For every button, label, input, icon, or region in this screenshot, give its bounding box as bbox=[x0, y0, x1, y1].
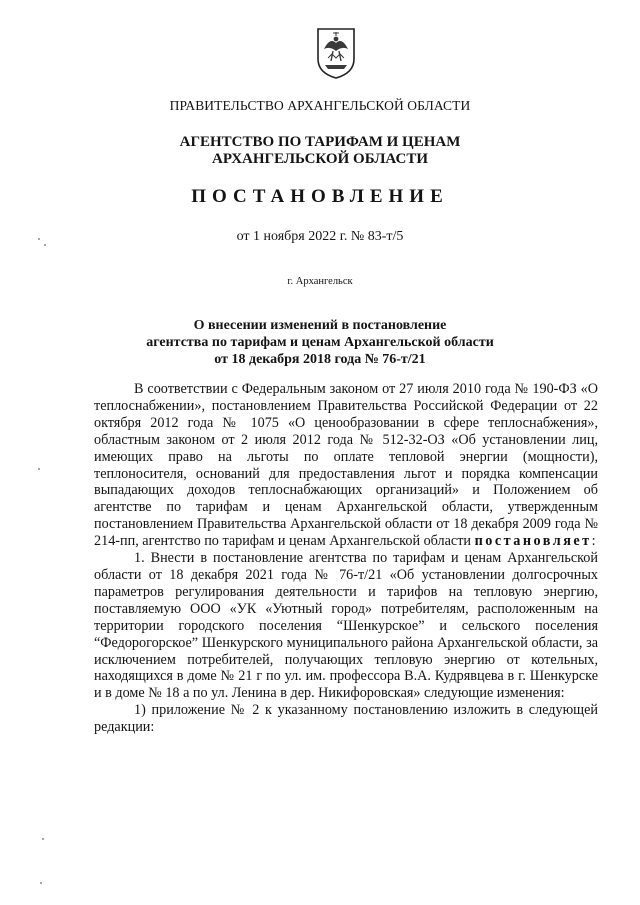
coat-of-arms-icon bbox=[316, 27, 356, 79]
subject-line2: агентства по тарифам и ценам Архангельской области bbox=[146, 335, 494, 350]
preamble-end: : bbox=[591, 533, 596, 550]
paragraph-item-1: 1. Внести в постановление агентства по тарифам и ценам Архангельской области от 18 декабря 2021 года № 76-т/21 «Об установлении долгосрочных параметров регулирования деятельности и тарифов на тепловую энергию, поставляемую ООО «УК «Уютный город» потребителям, расположенным на территории городского поселения “Шенкурское” и сельского поселения “Федорогорское” Шенкурского муниципального района Архангельской области, за исключением потребителей, получающих тепловую энергию от котельных, находящихся в доме № 21 г по ул. им. профессора В.А. Кудрявцева в г. Шенкурске и в доме № 18 а по ул. Ленина в дер. Никифоровская» следующие изменения: bbox=[94, 550, 598, 702]
agency-name-line1: АГЕНТСТВО ПО ТАРИФАМ И ЦЕНАМ bbox=[179, 134, 461, 150]
subject-line3: от 18 декабря 2018 года № 76-т/21 bbox=[214, 352, 426, 367]
document-subject bbox=[0, 317, 640, 368]
scan-speck bbox=[44, 244, 46, 246]
date-and-number: от 1 ноября 2022 г. № 83-т/5 bbox=[236, 229, 404, 244]
agency-name bbox=[0, 134, 640, 168]
decision-word: постановляет bbox=[474, 533, 592, 550]
paragraph-preamble bbox=[94, 381, 598, 550]
scan-speck bbox=[38, 238, 40, 240]
government-name: ПРАВИТЕЛЬСТВО АРХАНГЕЛЬСКОЙ ОБЛАСТИ bbox=[169, 98, 471, 113]
scan-speck bbox=[40, 882, 42, 884]
scan-speck bbox=[38, 468, 40, 470]
subject-line1: О внесении изменений в постановление bbox=[193, 318, 447, 333]
paragraph-subitem-1: 1) приложение № 2 к указанному постановлению изложить в следующей редакции: bbox=[94, 702, 598, 736]
preamble-text: В соответствии с Федеральным законом от 27 июля 2010 года № 190-ФЗ «О теплоснабжении», постановлением Правительства Российской Федерации от 22 октября 2012 года № 1075 «О ценообразовании в сфере теплоснабжения», областным законом от 2 июля 2012 года № 512-32-ОЗ «Об установлении лиц, имеющих право на льготы по оплате тепловой энергии (мощности), теплоносителя, оснований для предоставления льгот и порядка компенсации выпадающих доходов теплоснабжающих организаций» и Положением об агентстве по тарифам и ценам Архангельской области, утвержденным постановлением Правительства Архангельской области от 18 декабря 2009 года № 214-пп, агентство по тарифам и ценам Архангельской области bbox=[94, 381, 598, 550]
document-type: ПОСТАНОВЛЕНИЕ bbox=[191, 186, 449, 207]
city: г. Архангельск bbox=[287, 276, 353, 287]
scan-speck bbox=[42, 838, 44, 840]
agency-name-line2: АРХАНГЕЛЬСКОЙ ОБЛАСТИ bbox=[212, 151, 428, 167]
document-body bbox=[94, 381, 598, 736]
